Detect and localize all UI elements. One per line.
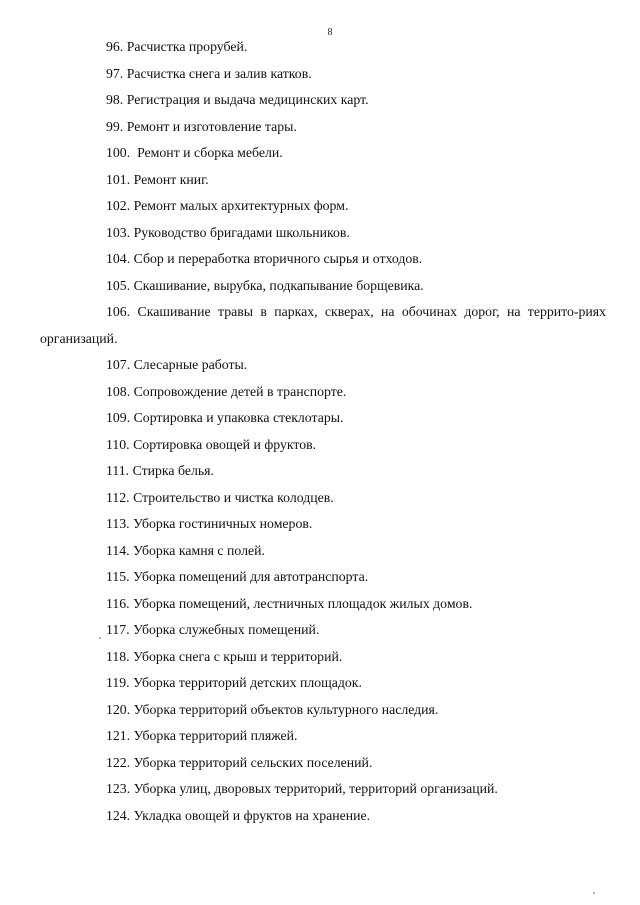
- list-item: [0, 220, 640, 247]
- item-number: 96.: [106, 39, 124, 54]
- work-types-list: [0, 34, 640, 829]
- list-item: [0, 803, 640, 830]
- list-item: [0, 485, 640, 512]
- item-number: 116.: [106, 595, 130, 611]
- item-number: 123.: [106, 781, 131, 796]
- list-item: [0, 114, 640, 141]
- list-item: [0, 87, 640, 114]
- item-number: 113.: [106, 516, 130, 531]
- item-text: Уборка помещений для автотранспорта.: [133, 569, 369, 584]
- list-item: [0, 432, 640, 459]
- item-text: Скашивание травы в парках, скверах, на обочинах дорог, на террито-риях организаций.: [40, 304, 607, 346]
- item-number: 114.: [106, 542, 130, 558]
- item-text: Слесарные работы.: [133, 357, 248, 372]
- item-number: 115.: [106, 569, 130, 584]
- item-text: Расчистка снега и залив катков.: [126, 65, 312, 81]
- list-item: [0, 193, 640, 220]
- item-text: Сортировка и упаковка стеклотары.: [133, 410, 344, 425]
- item-text: Ремонт и сборка мебели.: [137, 145, 283, 160]
- item-text: Строительство и чистка колодцев.: [133, 489, 334, 505]
- item-number: 98.: [106, 92, 124, 107]
- item-text: Ремонт и изготовление тары.: [126, 118, 297, 134]
- item-text: Уборка помещений, лестничных площадок жилых домов.: [133, 595, 473, 611]
- item-text: Скашивание, вырубка, подкапывание борщевика.: [133, 277, 424, 293]
- page-number: 8: [327, 27, 333, 38]
- list-item: [0, 61, 640, 88]
- list-item: [0, 140, 640, 167]
- item-number: 106.: [106, 304, 131, 319]
- list-item: [0, 379, 640, 406]
- item-text: Уборка улиц, дворовых территорий, территорий организаций.: [133, 781, 498, 796]
- item-text: Ремонт книг.: [133, 171, 209, 187]
- list-item: [0, 538, 640, 565]
- item-number: 112.: [106, 489, 130, 505]
- item-number: 97.: [106, 65, 124, 81]
- item-text: Уборка гостиничных номеров.: [133, 516, 313, 531]
- scan-speck: [99, 637, 101, 639]
- list-item: [0, 776, 640, 803]
- item-text: Сбор и переработка вторичного сырья и отходов.: [133, 251, 423, 266]
- item-text: Регистрация и выдача медицинских карт.: [126, 92, 369, 107]
- list-item: [0, 167, 640, 194]
- item-text: Уборка территорий сельских поселений.: [133, 754, 373, 770]
- list-item: [0, 644, 640, 671]
- item-text: Укладка овощей и фруктов на хранение.: [133, 807, 371, 823]
- item-number: 124.: [106, 807, 131, 823]
- item-number: 119.: [106, 675, 130, 690]
- item-text: Ремонт малых архитектурных форм.: [133, 198, 349, 213]
- list-item: [0, 591, 640, 618]
- item-number: 117.: [106, 622, 130, 637]
- item-number: 120.: [106, 701, 131, 717]
- list-item: [0, 670, 640, 697]
- item-number: 122.: [106, 754, 131, 770]
- item-number: 102.: [106, 198, 131, 213]
- item-number: 99.: [106, 118, 124, 134]
- item-number: 104.: [106, 251, 131, 266]
- list-item: [0, 458, 640, 485]
- list-item: [0, 511, 640, 538]
- list-item: [0, 352, 640, 379]
- scan-speck: [593, 892, 595, 894]
- item-text: Уборка камня с полей.: [133, 542, 265, 558]
- item-text: Уборка территорий пляжей.: [133, 728, 298, 743]
- list-item: [0, 246, 640, 273]
- list-item: [0, 750, 640, 777]
- list-item: [0, 273, 640, 300]
- list-item: [0, 697, 640, 724]
- list-item: [0, 34, 640, 61]
- item-text: Сортировка овощей и фруктов.: [133, 436, 317, 452]
- item-text: Уборка территорий детских площадок.: [133, 675, 362, 690]
- item-text: Расчистка прорубей.: [126, 39, 248, 54]
- item-number: 121.: [106, 728, 131, 743]
- list-item: [0, 564, 640, 591]
- item-number: 109.: [106, 410, 131, 425]
- item-number: 105.: [106, 277, 131, 293]
- item-text: Уборка снега с крыш и территорий.: [133, 648, 343, 664]
- list-item: [0, 299, 640, 352]
- item-number: 110.: [106, 436, 130, 452]
- item-text: Уборка служебных помещений.: [133, 622, 320, 637]
- list-item: [0, 723, 640, 750]
- list-item: [0, 405, 640, 432]
- item-number: 108.: [106, 383, 131, 399]
- item-text: Стирка белья.: [132, 463, 214, 478]
- list-item: [0, 617, 640, 644]
- item-number: 118.: [106, 648, 130, 664]
- item-text: Руководство бригадами школьников.: [133, 224, 350, 240]
- item-text: Сопровождение детей в транспорте.: [133, 383, 347, 399]
- item-text: Уборка территорий объектов культурного наследия.: [133, 701, 439, 717]
- item-number: 107.: [106, 357, 131, 372]
- item-number: 100.: [106, 145, 131, 160]
- item-number: 111.: [106, 463, 130, 478]
- item-number: 103.: [106, 224, 131, 240]
- item-number: 101.: [106, 171, 131, 187]
